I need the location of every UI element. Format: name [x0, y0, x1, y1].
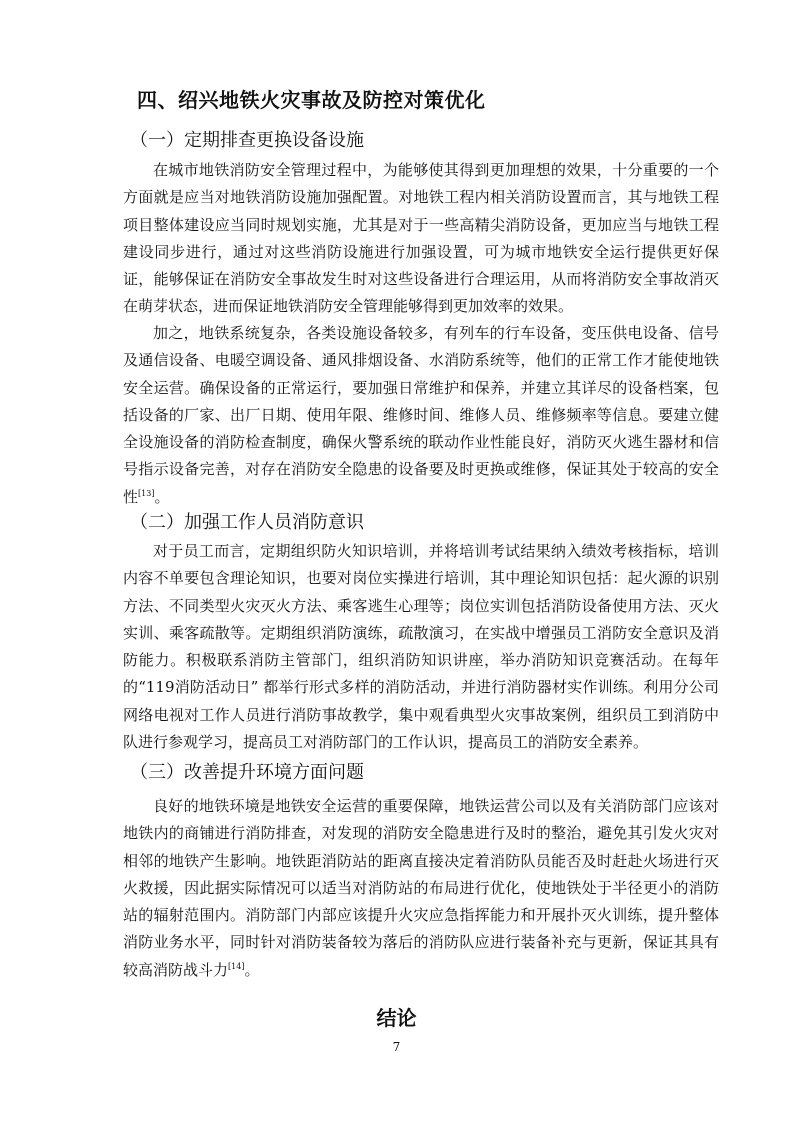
subsection-heading-2: （二）加强工作人员消防意识 — [130, 512, 364, 533]
paragraph-3 — [123, 538, 719, 756]
paragraph-1-text: 在城市地铁消防安全管理过程中，为能够使其得到更加理想的效果，十分重要的一个方面就是应当对地铁消防设施加强配置。对地铁工程内相关消防设置而言，其与地铁工程项目整体建设应当同时规划实施，尤其是对于一些高精尖消防设备，更加应当与地铁工程建设同步进行，通过对这些消防设施进行加强设置，可为城市地铁安全运行提供更好保证，能够保证在消防安全事故发生时对这些设备进行合理运用，从而将消防安全事故消灭在萌芽状态，进而保证地铁消防安全管理能够得到更加效率的效果。 — [123, 161, 719, 316]
citation-14: [14] — [228, 961, 245, 971]
page-number: 7 — [392, 1040, 401, 1054]
citation-13: [13] — [138, 488, 155, 498]
conclusion-heading: 结论 — [376, 1006, 417, 1030]
subsection-heading-1: （一）定期排查更换设备设施 — [130, 130, 364, 151]
paragraph-3-text: 对于员工而言，定期组织防火知识培训，并将培训考试结果纳入绩效考核指标，培训内容不单要包含理论知识，也要对岗位实操进行培训，其中理论知识包括：起火源的识别方法、不同类型火灾灭火方法、乘客逃生心理等；岗位实训包括消防设备使用方法、灭火实训、乘客疏散等。定期组织消防演练，疏散演习，在实战中增强员工消防安全意识及消防能力。积极联系消防主管部门，组织消防知识讲座，举办消防知识竞赛活动。在每年的“119消防活动日” 都举行形式多样的消防活动，并进行消防器材实作训练。利用分公司网络电视对工作人员进行消防事故教学，集中观看典型火灾事故案例，组织员工到消防中队进行参观学习，提高员工对消防部门的工作认识，提高员工的消防安全素养。 — [123, 542, 719, 752]
section-title: 四、绍兴地铁火灾事故及防控对策优化 — [137, 88, 486, 112]
subsection-heading-3: （三）改善提升环境方面问题 — [130, 762, 364, 783]
paragraph-4 — [123, 793, 719, 984]
paragraph-4-text: 良好的地铁环境是地铁安全运营的重要保障，地铁运营公司以及有关消防部门应该对地铁内的商铺进行消防排查，对发现的消防安全隐患进行及时的整治，避免其引发火灾对相邻的地铁产生影响。地铁距消防站的距离直接决定着消防队员能否及时赶赴火场进行灭火救援，因此据实际情况可以适当对消防站的布局进行优化，使地铁处于半径更小的消防站的辐射范围内。消防部门内部应该提升火灾应急指挥能力和开展扑灭火训练，提升整体消防业务水平，同时针对消防装备较为落后的消防队应进行装备补充与更新，保证其具有较高消防战斗力 — [123, 797, 719, 979]
paragraph-2-end: 。 — [154, 487, 170, 506]
paragraph-2-text: 加之，地铁系统复杂，各类设施设备较多，有列车的行车设备，变压供电设备、信号及通信设备、电暖空调设备、通风排烟设备、水消防系统等，他们的正常工作才能使地铁安全运营。确保设备的正常运行，要加强日常维护和保养，并建立其详尽的设备档案，包括设备的厂家、出厂日期、使用年限、维修时间、维修人员、维修频率等信息。要建立健全设施设备的消防检查制度，确保火警系统的联动作业性能良好，消防灭火逃生器材和信号指示设备完善，对存在消防安全隐患的设备要及时更换或维修，保证其处于较高的安全性 — [123, 324, 719, 506]
paragraph-4-end: 。 — [244, 960, 260, 979]
paragraph-2 — [123, 320, 719, 511]
paragraph-1 — [123, 157, 719, 321]
